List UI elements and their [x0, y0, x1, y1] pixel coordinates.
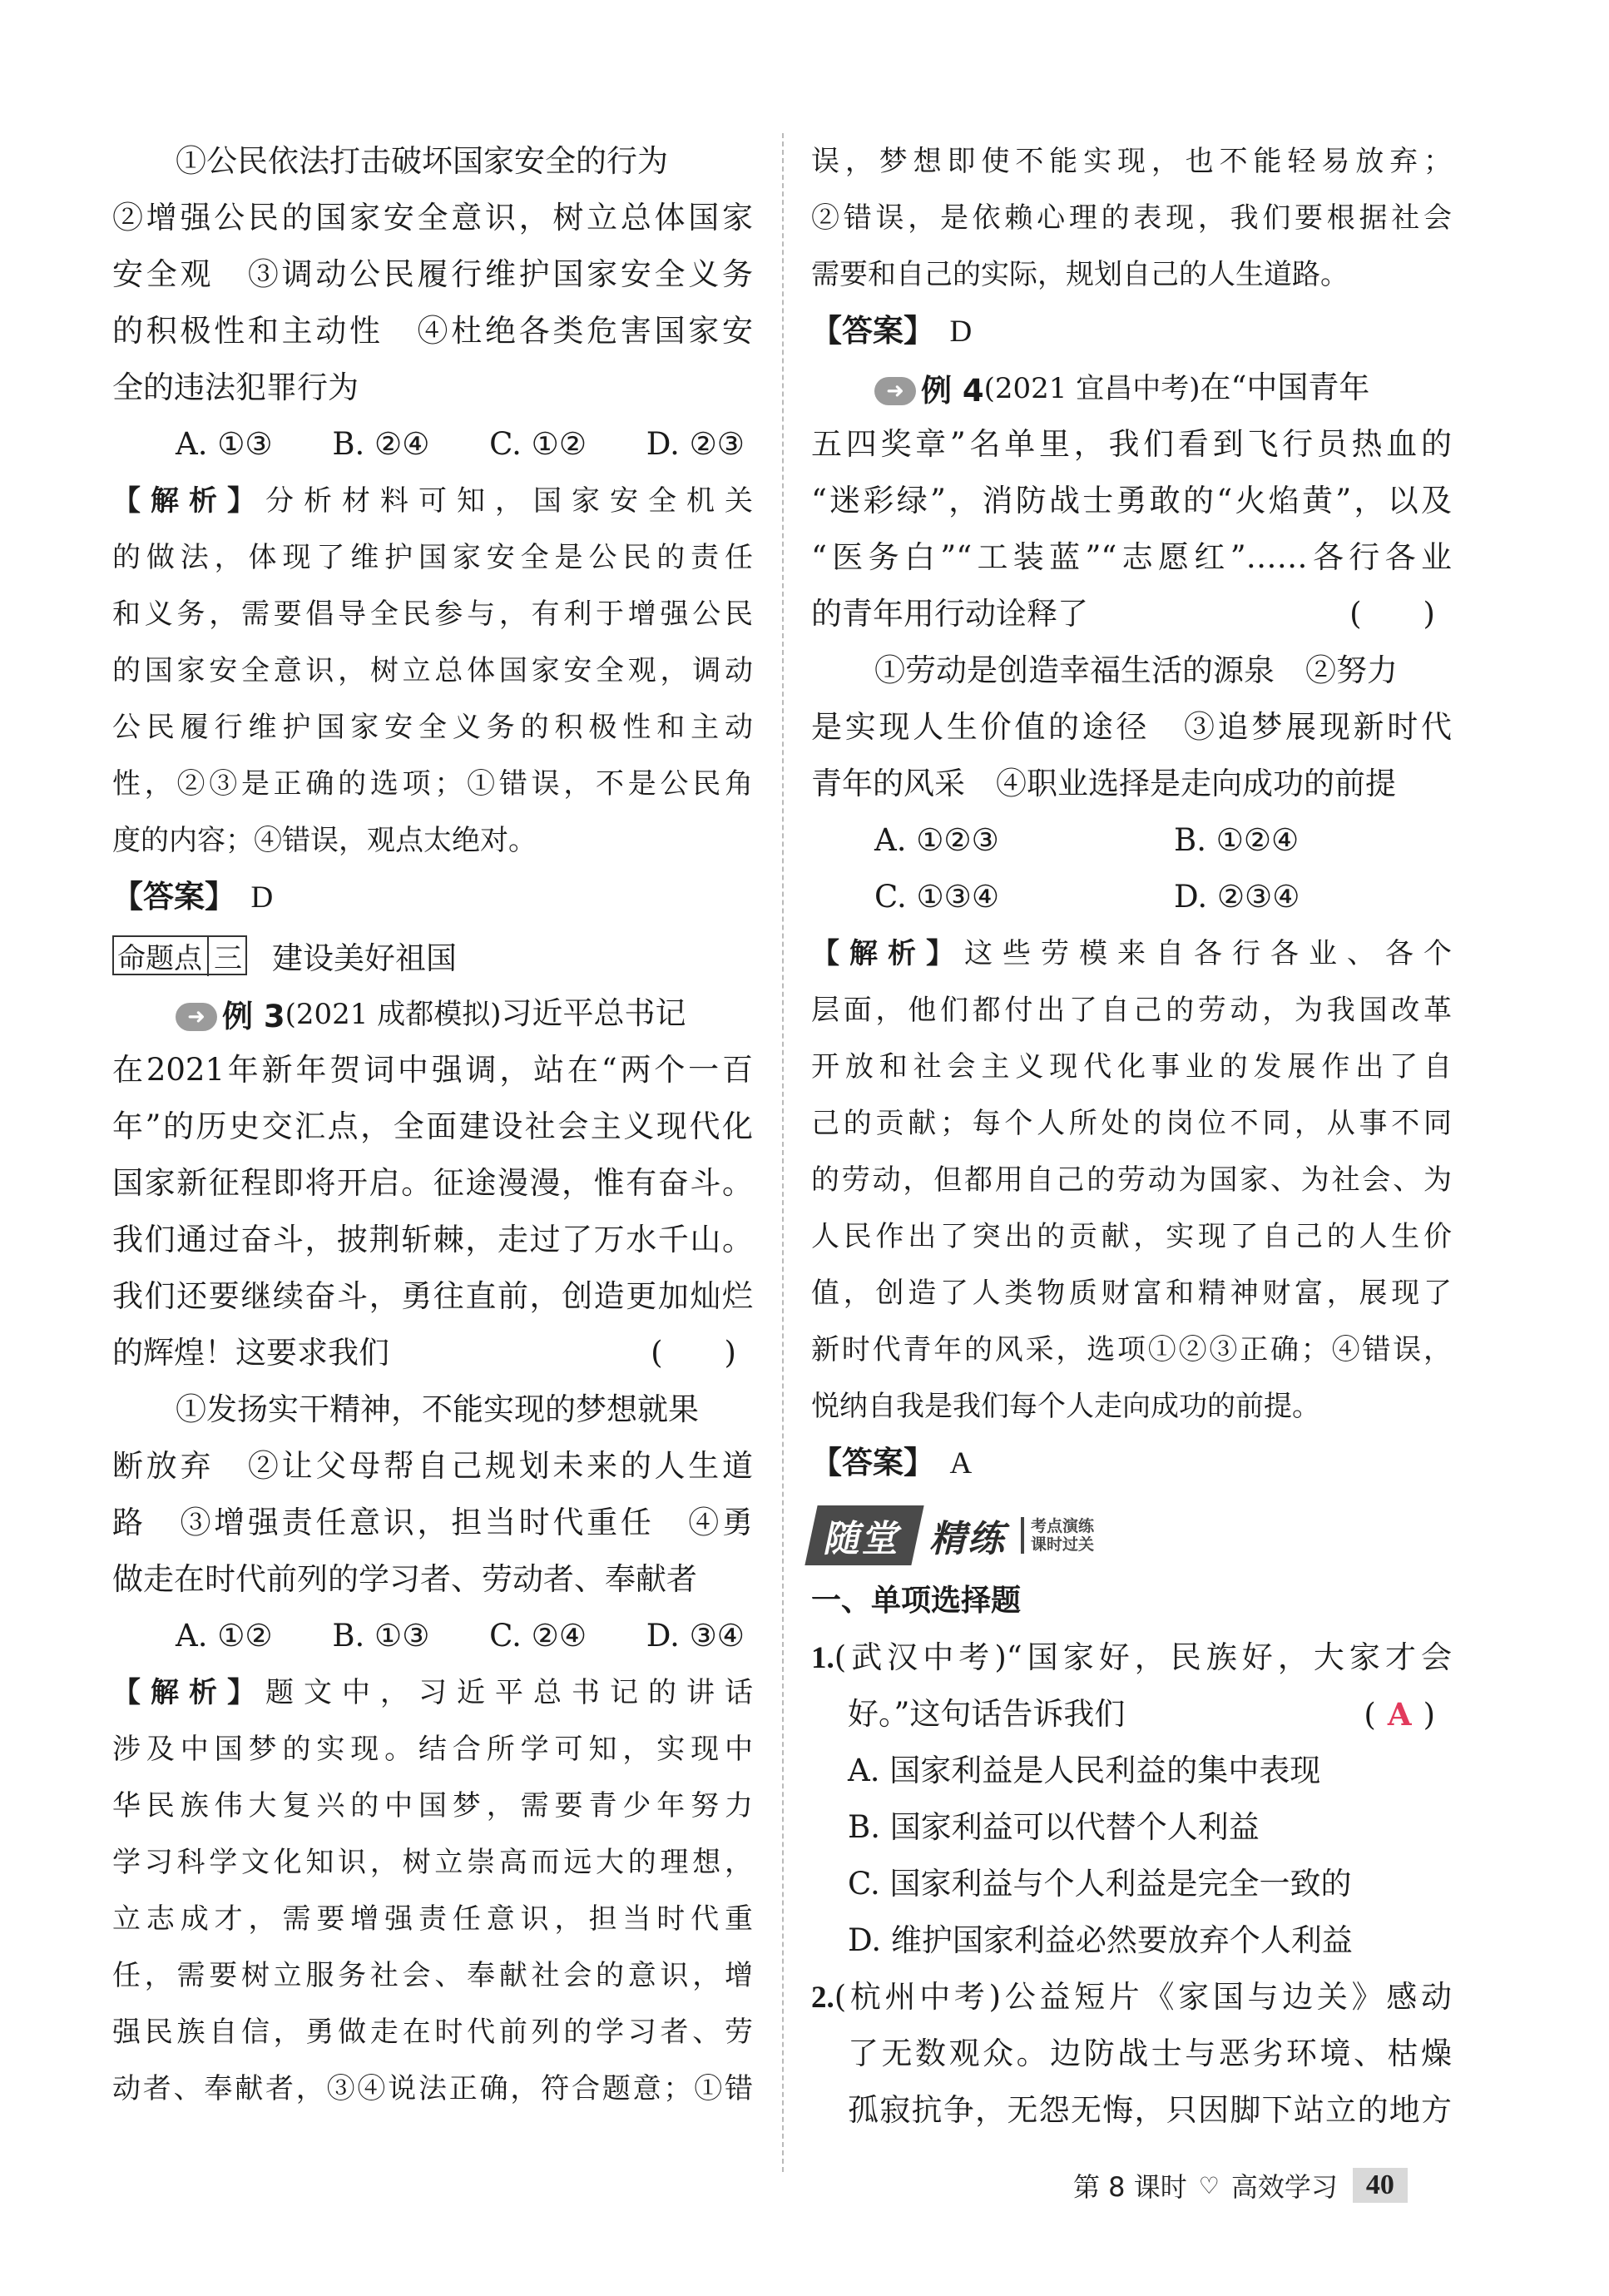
analysis-line: 需要和自己的实际，规划自己的人生道路。: [811, 258, 1349, 291]
text-line: 青年的风采 ④职业选择是走向成功的前提: [811, 766, 1396, 801]
analysis-line: 误，梦想即使不能实现，也不能轻易放弃；: [811, 145, 1452, 178]
answer-value: D: [250, 880, 274, 915]
option: A. ①②: [176, 1618, 273, 1654]
analysis-line: 度的内容；④错误，观点太绝对。: [112, 824, 537, 857]
answer-bracket: ( ): [1349, 596, 1435, 632]
option-line: C. 国家利益与个人利益是完全一致的: [848, 1866, 1352, 1902]
answer-value: A: [949, 1446, 973, 1480]
analysis-line: [112, 473, 753, 529]
question-number: 1.: [811, 1641, 834, 1675]
banner-title: [811, 1505, 1006, 1565]
analysis-line: 层面，他们都付出了自己的劳动，为我国改革: [811, 994, 1452, 1027]
stem-end: 的辉煌！这要求我们: [112, 1335, 389, 1371]
analysis-line: 公民履行维护国家安全义务的积极性和主动: [112, 711, 753, 744]
option: C. ①③④: [874, 879, 1000, 915]
analysis-line: 华民族伟大复兴的中国梦，需要青少年努力: [112, 1789, 753, 1822]
example-number: 例 3: [222, 999, 285, 1034]
options-row: [112, 1608, 753, 1664]
analysis-line: 和义务，需要倡导全民参与，有利于增强公民: [112, 598, 753, 631]
example-header: [811, 360, 1452, 416]
banner-sub1: 考点演练: [1031, 1517, 1095, 1535]
analysis-tag: 【解析】: [112, 1676, 265, 1709]
practice-banner: [811, 1498, 1452, 1573]
option: B. ②④: [332, 426, 430, 462]
analysis-line: 性，②③是正确的选项；①错误，不是公民角: [112, 767, 753, 801]
analysis-line: 任，需要树立服务社会、奉献社会的意识，增: [112, 1959, 753, 1992]
example-source: (2021 成都模拟): [285, 998, 502, 1031]
analysis-line: 己的贡献；每个人所处的岗位不同，从事不同: [811, 1107, 1452, 1140]
example-label: [874, 363, 984, 416]
text-line: 我们还要继续奋斗，勇往直前，创造更加灿烂: [112, 1278, 753, 1314]
answer-line: [811, 303, 1452, 360]
text-line: 安全观 ③调动公民履行维护国家安全义务: [112, 256, 753, 292]
stem-end: 的青年用行动诠释了: [811, 596, 1088, 632]
analysis-line: 的做法，体现了维护国家安全是公民的责任: [112, 541, 753, 574]
section-title: 建设美好祖国: [272, 940, 457, 976]
text-line: 年”的历史交汇点，全面建设社会主义现代化: [112, 1108, 753, 1144]
question-number: 2.: [811, 1981, 834, 2015]
banner-subtitle: [1021, 1517, 1094, 1554]
analysis-text: 这些劳模来自各行各业、各个: [964, 937, 1452, 970]
text-line: 做走在时代前列的学习者、劳动者、奉献者: [112, 1561, 697, 1597]
analysis-line: 人民作出了突出的贡献，实现了自己的人生价: [811, 1220, 1452, 1253]
section-label: 命题点: [117, 941, 202, 975]
example-source: (2021 宜昌中考): [983, 372, 1201, 405]
heart-icon: ♡: [1198, 2171, 1220, 2199]
column-divider: [782, 133, 784, 2172]
text-line: 路 ③增强责任意识，担当时代重任 ④勇: [112, 1505, 753, 1540]
options-row: [811, 869, 1452, 925]
option: B. ①③: [332, 1618, 430, 1654]
analysis-line: ②错误，是依赖心理的表现，我们要根据社会: [811, 201, 1452, 235]
text-line: 是实现人生价值的途径 ③追梦展现新时代: [811, 709, 1452, 745]
banner-sub2: 课时过关: [1031, 1535, 1095, 1554]
option: C. ①②: [489, 426, 587, 462]
question-line: [811, 1686, 1452, 1743]
option: B. ①②④: [1174, 822, 1300, 858]
text-line: ①公民依法打击破坏国家安全的行为: [176, 143, 668, 179]
option-line: D. 维护国家利益必然要放弃个人利益: [848, 1922, 1353, 1958]
analysis-line: 的劳动，但都用自己的劳动为国家、为社会、为: [811, 1163, 1452, 1197]
example-header: [112, 985, 753, 1042]
example-label: [176, 989, 285, 1042]
example-text: 习近平总书记: [501, 995, 686, 1031]
marked-answer: A: [1387, 1696, 1412, 1733]
answer-line: [112, 869, 753, 925]
answer-tag: 【答案】: [811, 1445, 919, 1480]
text-line: 断放弃 ②让父母帮自己规划未来的人生道: [112, 1448, 753, 1484]
options-row: [112, 416, 753, 473]
analysis-text: 题文中，习近平总书记的讲话: [265, 1676, 753, 1709]
analysis-tag: 【解析】: [112, 484, 265, 518]
banner-part2: 精练: [929, 1518, 1006, 1560]
option-line: B. 国家利益可以代替个人利益: [848, 1809, 1260, 1845]
analysis-line: 悦纳自我是我们每个人走向成功的前提。: [811, 1390, 1320, 1423]
text-line: [112, 1325, 753, 1381]
arrow-icon: ➜: [176, 1003, 217, 1031]
analysis-line: 新时代青年的风采，选项①②③正确；④错误，: [811, 1333, 1452, 1366]
answer-tag: 【答案】: [811, 313, 919, 349]
option: D. ③④: [646, 1618, 745, 1654]
options-row: [811, 812, 1452, 869]
text-line: “医务白”“工装蓝”“志愿红”……各行各业: [811, 539, 1452, 575]
text-line: ①发扬实干精神，不能实现的梦想就果: [176, 1391, 699, 1427]
text-line: “迷彩绿”，消防战士勇敢的“火焰黄”，以及: [811, 483, 1452, 518]
text-line: ②增强公民的国家安全意识，树立总体国家: [112, 200, 753, 236]
text-line: 国家新征程即将开启。征途漫漫，惟有奋斗。: [112, 1165, 753, 1201]
analysis-line: 立志成才，需要增强责任意识，担当时代重: [112, 1902, 753, 1936]
text-line: 五四奖章”名单里，我们看到飞行员热血的: [811, 426, 1452, 462]
analysis-line: 学习科学文化知识，树立崇高而远大的理想，: [112, 1846, 753, 1879]
question-text: 好。”这句话告诉我们: [848, 1696, 1126, 1732]
option: C. ②④: [489, 1618, 587, 1654]
text-line: ①劳动是创造幸福生活的源泉 ②努力: [874, 652, 1398, 688]
text-line: 在2021年新年贺词中强调，站在“两个一百: [112, 1052, 753, 1088]
section-number: 三: [207, 935, 242, 976]
answer-bracket: ( ): [651, 1335, 736, 1371]
section-box: [112, 935, 247, 975]
page-number: 40: [1353, 2168, 1408, 2203]
left-column: [112, 133, 753, 2117]
analysis-line: 值，创造了人类物质财富和精神财富，展现了: [811, 1277, 1452, 1310]
answer-value: D: [949, 315, 973, 349]
analysis-line: 动者、奉献者，③④说法正确，符合题意；①错: [112, 2072, 753, 2105]
analysis-line: [811, 925, 1452, 982]
banner-part1: 随堂: [804, 1505, 923, 1565]
question-line: 孤寂抗争，无怨无悔，只因脚下站立的地方: [848, 2092, 1452, 2128]
text-line: 全的违法犯罪行为: [112, 369, 359, 405]
analysis-line: [112, 1664, 753, 1721]
option-line: A. 国家利益是人民利益的集中表现: [848, 1753, 1321, 1788]
lesson-label: 第 8 课时: [1073, 2171, 1187, 2203]
answer-line: [811, 1435, 1452, 1491]
example-number: 例 4: [921, 373, 984, 409]
analysis-line: 的国家安全意识，树立总体国家安全观，调动: [112, 654, 753, 687]
analysis-line: 涉及中国梦的实现。结合所学可知，实现中: [112, 1733, 753, 1766]
question-text: (杭州中考)公益短片《家国与边关》感动: [834, 1979, 1452, 2015]
arrow-icon: ➜: [874, 377, 916, 405]
question-line: [811, 1969, 1452, 2026]
right-column: [811, 133, 1452, 2139]
answer-bracket: ( A ): [1364, 1696, 1435, 1733]
text-line: [811, 586, 1452, 642]
option: D. ②③④: [1174, 879, 1300, 915]
question-line: 了无数观众。边防战士与恶劣环境、枯燥: [848, 2036, 1452, 2071]
analysis-tag: 【解析】: [811, 937, 964, 970]
analysis-text: 分析材料可知，国家安全机关: [265, 484, 753, 518]
text-line: 的积极性和主动性 ④杜绝各类危害国家安: [112, 313, 753, 349]
option: D. ②③: [646, 426, 745, 462]
text-line: 我们通过奋斗，披荆斩棘，走过了万水千山。: [112, 1222, 753, 1257]
footer-title: 高效学习: [1230, 2171, 1338, 2203]
question-text: (武汉中考)“国家好，民族好，大家才会: [834, 1639, 1452, 1675]
question-line: [811, 1629, 1452, 1686]
analysis-line: 强民族自信，勇做走在时代前列的学习者、劳: [112, 2016, 753, 2049]
page-footer: [1073, 2164, 1408, 2207]
section-heading: [112, 925, 753, 985]
analysis-line: 开放和社会主义现代化事业的发展作出了自: [811, 1050, 1452, 1084]
option: A. ①③: [176, 426, 273, 462]
option: A. ①②③: [874, 822, 999, 858]
question-type-heading: 一、单项选择题: [811, 1584, 1022, 1618]
example-text: 在“中国青年: [1200, 369, 1370, 405]
answer-tag: 【答案】: [112, 879, 220, 915]
